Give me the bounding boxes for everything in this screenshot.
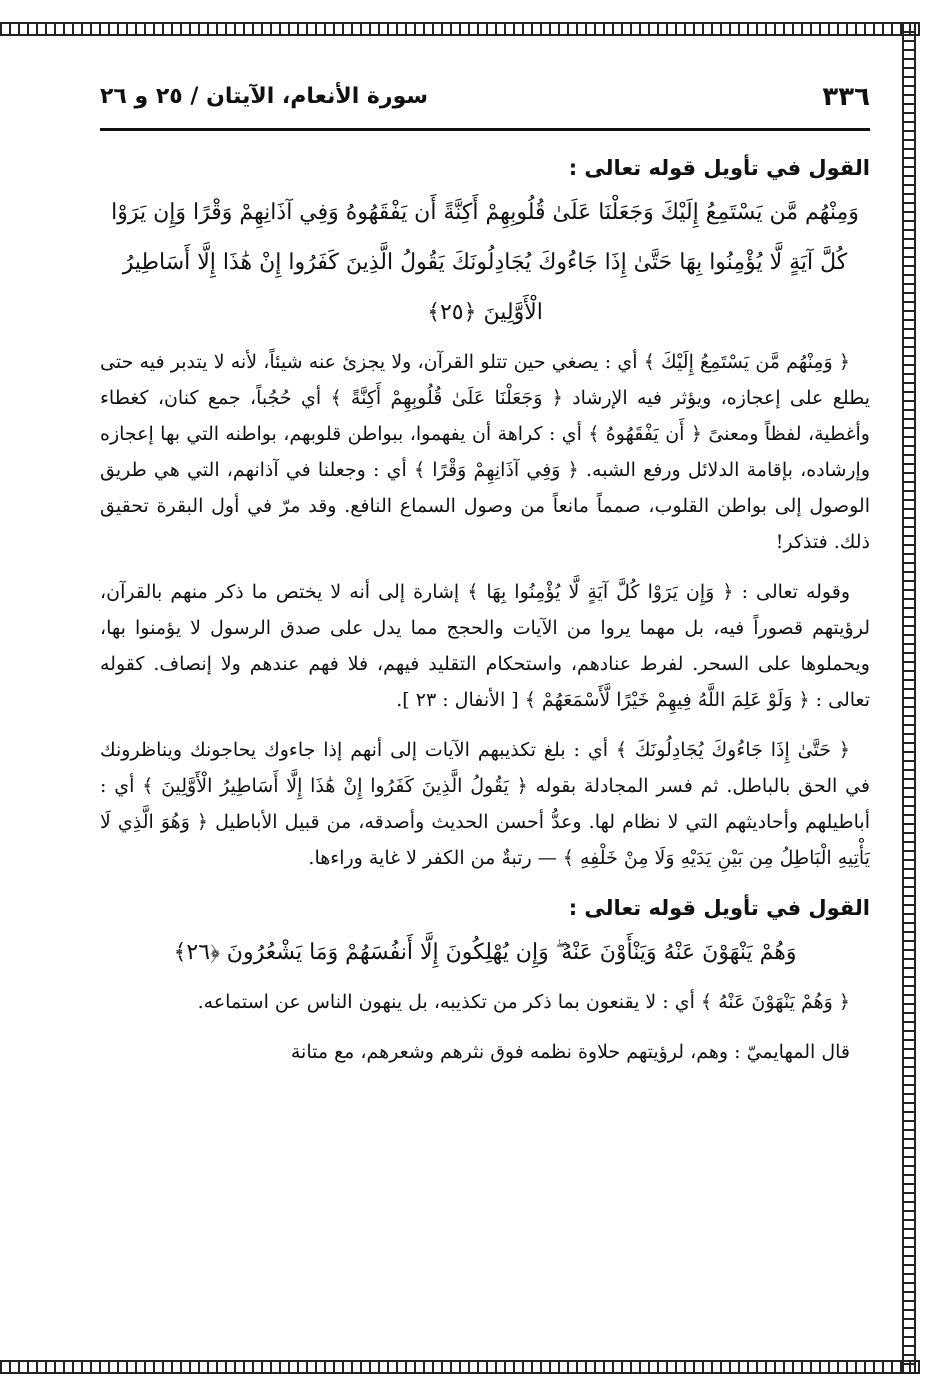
commentary-paragraph: وقوله تعالى : ﴿ وَإِن يَرَوْا كُلَّ آيَةٍ لَّا يُؤْمِنُوا بِهَا ﴾ إشارة إلى أنه لا يختص ما ذكر منهم بالقرآن، لرؤيتهم قصوراً فيه، بل مهما يروا من الآيات والحجج مما يدل على صدق الرسول لا يؤمنوا بها، ويحملوها على السحر. لفرط عنادهم، واستحكام التقليد فيهم، فلا فهم عندهم ولا إنصاف. كقوله تعالى : ﴿ وَلَوْ عَلِمَ اللَّهُ فِيهِمْ خَيْرًا لَّأَسْمَعَهُمْ ﴾ [ الأنفال : ٢٣ ]. — [100, 581, 870, 711]
ornamental-border-side — [902, 22, 916, 1374]
header-rule — [100, 128, 870, 131]
commentary-paragraph: ﴿ حَتَّىٰ إِذَا جَاءُوكَ يُجَادِلُونَكَ ﴾ أي : بلغ تكذيبهم الآيات إلى أنهم إذا جاءوك يحاجونك ويناظرونك في الحق بالباطل. ثم فسر المجادلة بقوله ﴿ يَقُولُ الَّذِينَ كَفَرُوا إِنْ هَٰذَا إِلَّا أَسَاطِيرُ الْأَوَّلِينَ ﴾ أي : أباطيلهم وأحاديثهم التي لا نظام لها. وعدُّ أحسن الحديث وأصدقه، من قبيل الأباطيل ﴿ وَهُوَ الَّذِي لَا يَأْتِيهِ الْبَاطِلُ مِن بَيْنِ يَدَيْهِ وَلَا مِنْ خَلْفِهِ ﴾ — رتبةٌ من الكفر لا غاية وراءها. — [100, 739, 870, 869]
commentary-paragraph: قال المهايميّ : وهم، لرؤيتهم حلاوة نظمه فوق نثرهم وشعرهم، مع متانة — [290, 1041, 850, 1063]
ornamental-border-top — [0, 22, 920, 36]
page-number: ٣٣٦ — [822, 82, 870, 112]
quran-verse: وَمِنْهُم مَّن يَسْتَمِعُ إِلَيْكَ وَجَعَلْنَا عَلَىٰ قُلُوبِهِمْ أَكِنَّةً أَن يَفْقَهُوهُ وَفِي آذَانِهِمْ وَقْرًا وَإِن يَرَوْا كُلَّ آيَةٍ لَّا يُؤْمِنُوا بِهَا حَتَّىٰ إِذَا جَاءُوكَ يُجَادِلُونَكَ يَقُولُ الَّذِينَ كَفَرُوا إِنْ هَٰذَا إِلَّا أَسَاطِيرُ الْأَوَّلِينَ ﴿٢٥﴾ — [111, 200, 859, 325]
ornamental-border-bottom — [0, 1360, 920, 1374]
page-header — [100, 82, 870, 122]
section-heading: القول في تأويل قوله تعالى : — [568, 156, 870, 180]
running-head: سورة الأنعام، الآيتان / ٢٥ و ٢٦ — [100, 84, 429, 109]
page-content — [100, 150, 870, 1084]
section-heading: القول في تأويل قوله تعالى : — [568, 896, 870, 920]
commentary-paragraph: ﴿ وَمِنْهُم مَّن يَسْتَمِعُ إِلَيْكَ ﴾ أي : يصغي حين تتلو القرآن، ولا يجزئ عنه شيئاً، لأنه لا يتدبر فيه حتى يطلع على إعجازه، ويؤثر فيه الإرشاد ﴿ وَجَعَلْنَا عَلَىٰ قُلُوبِهِمْ أَكِنَّةً ﴾ أي حُجُباً، جمع كنان، كغطاء وأغطية، لفظاً ومعنىً ﴿ أَن يَفْقَهُوهُ ﴾ أي : كراهة أن يفهموا، ببواطن قلوبهم، بواطنه التي بها إعجازه وإرشاده، بإقامة الدلائل ورفع الشبه. ﴿ وَفِي آذَانِهِمْ وَقْرًا ﴾ أي : وجعلنا في آذانهم، التي هي طريق الوصول إلى بواطن القلوب، صمماً مانعاً من وصول السماع النافع. وقد مرّ في أول البقرة تحقيق ذلك. فتذكر! — [100, 351, 870, 553]
commentary-paragraph: ﴿ وَهُمْ يَنْهَوْنَ عَنْهُ ﴾ أي : لا يقنعون بما ذكر من تكذيبه، بل ينهون الناس عن استماعه. — [197, 991, 850, 1013]
quran-verse: وَهُمْ يَنْهَوْنَ عَنْهُ وَيَنْأَوْنَ عَنْهُ ۖ وَإِن يُهْلِكُونَ إِلَّا أَنفُسَهُمْ وَمَا يَشْعُرُونَ ﴿٢٦﴾ — [173, 940, 797, 965]
